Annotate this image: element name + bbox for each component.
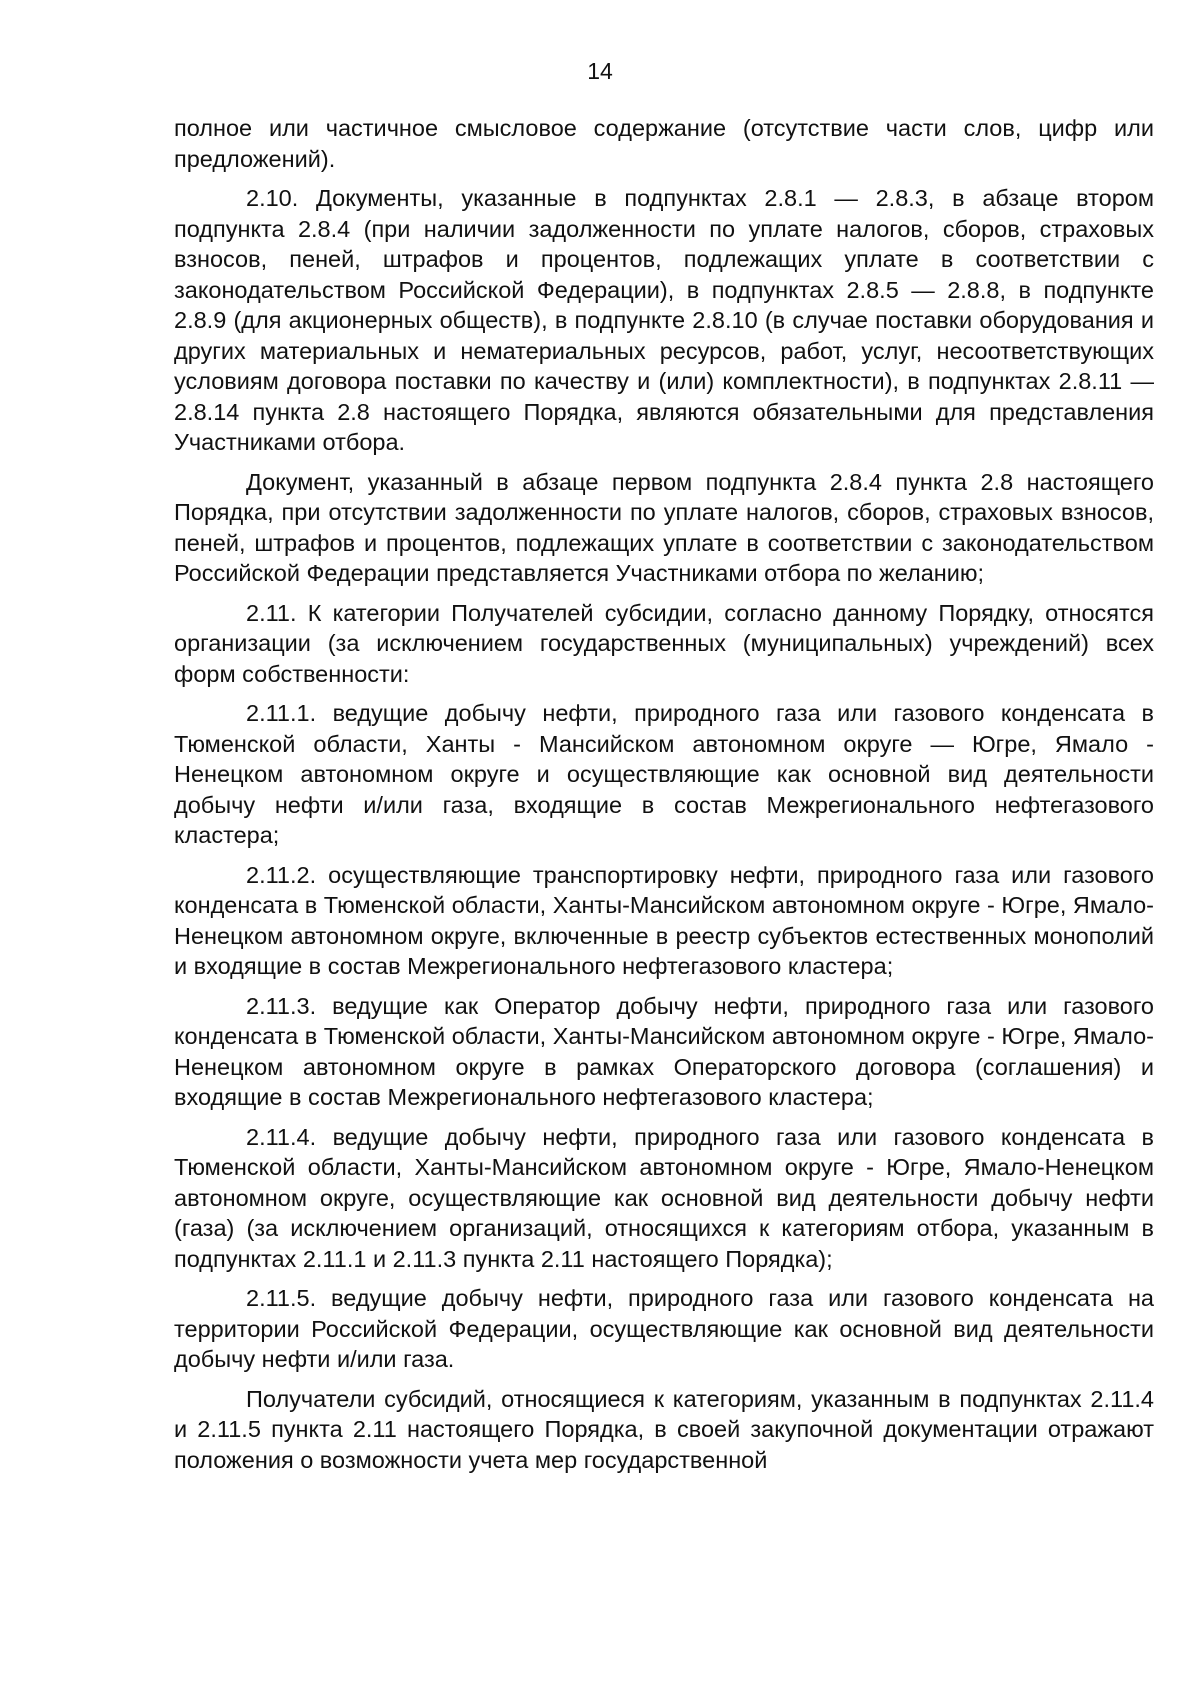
paragraph-2-11-2: 2.11.2. осуществляющие транспортировку нефти, природного газа или газового конденсата в Тюменской области, Ханты-Мансийском автономном округе - Югре, Ямало-Ненецком автономном округе, включенные в реестр субъектов естественных монополий и входящие в состав Межрегионального нефтегазового кластера; bbox=[174, 861, 1154, 979]
paragraph-recipients: Получатели субсидий, относящиеся к категориям, указанным в подпунктах 2.11.4 и 2.11.5 пункта 2.11 настоящего Порядка, в своей закупочной документации отражают положения о возможности учета мер государственной bbox=[174, 1385, 1154, 1473]
paragraph-2-11: 2.11. К категории Получателей субсидии, согласно данному Порядку, относятся организации (за исключением государственных (муниципальных) учреждений) всех форм собственности: bbox=[174, 599, 1154, 687]
document-body bbox=[174, 113, 1154, 1484]
paragraph-2-10: 2.10. Документы, указанные в подпунктах 2.8.1 — 2.8.3, в абзаце втором подпункта 2.8.4 (при наличии задолженности по уплате налогов, сборов, страховых взносов, пеней, штрафов и процентов, подлежащих уплате в соответствии с законодательством Российской Федерации), в подпунктах 2.8.5 — 2.8.8, в подпункте 2.8.9 (для акционерных обществ), в подпункте 2.8.10 (в случае поставки оборудования и других материальных и нематериальных ресурсов, работ, услуг, несоответствующих условиям договора поставки по качеству и (или) комплектности), в подпунктах 2.8.11 — 2.8.14 пункта 2.8 настоящего Порядка, являются обязательными для представления Участниками отбора. bbox=[174, 185, 1154, 455]
page-number: 14 bbox=[587, 58, 613, 84]
paragraph-2-11-4: 2.11.4. ведущие добычу нефти, природного газа или газового конденсата в Тюменской области, Ханты-Мансийском автономном округе - Югре, Ямало-Ненецком автономном округе, осуществляющие как основной вид деятельности добычу нефти (газа) (за исключением организаций, относящихся к категориям отбора, указанным в подпунктах 2.11.1 и 2.11.3 пункта 2.11 настоящего Порядка); bbox=[174, 1123, 1154, 1272]
paragraph-document-note: Документ, указанный в абзаце первом подпункта 2.8.4 пункта 2.8 настоящего Порядка, при отсутствии задолженности по уплате налогов, сборов, страховых взносов, пеней, штрафов и процентов, подлежащих уплате в соответствии с законодательством Российской Федерации представляется Участниками отбора по желанию; bbox=[174, 468, 1154, 586]
paragraph-2-11-5: 2.11.5. ведущие добычу нефти, природного газа или газового конденсата на территории Российской Федерации, осуществляющие как основной вид деятельности добычу нефти и/или газа. bbox=[174, 1285, 1154, 1372]
paragraph-2-11-3: 2.11.3. ведущие как Оператор добычу нефти, природного газа или газового конденсата в Тюменской области, Ханты-Мансийском автономном округе - Югре, Ямало-Ненецком автономном округе в рамках Операторского договора (соглашения) и входящие в состав Межрегионального нефтегазового кластера; bbox=[174, 992, 1154, 1110]
paragraph-continuation: полное или частичное смысловое содержание (отсутствие части слов, цифр или предложений). bbox=[174, 115, 1154, 172]
paragraph-2-11-1: 2.11.1. ведущие добычу нефти, природного газа или газового конденсата в Тюменской области, Ханты - Мансийском автономном округе — Югре, Ямало - Ненецком автономном округе и осуществляющие как основной вид деятельности добычу нефти и/или газа, входящие в состав Межрегионального нефтегазового кластера; bbox=[174, 700, 1154, 848]
